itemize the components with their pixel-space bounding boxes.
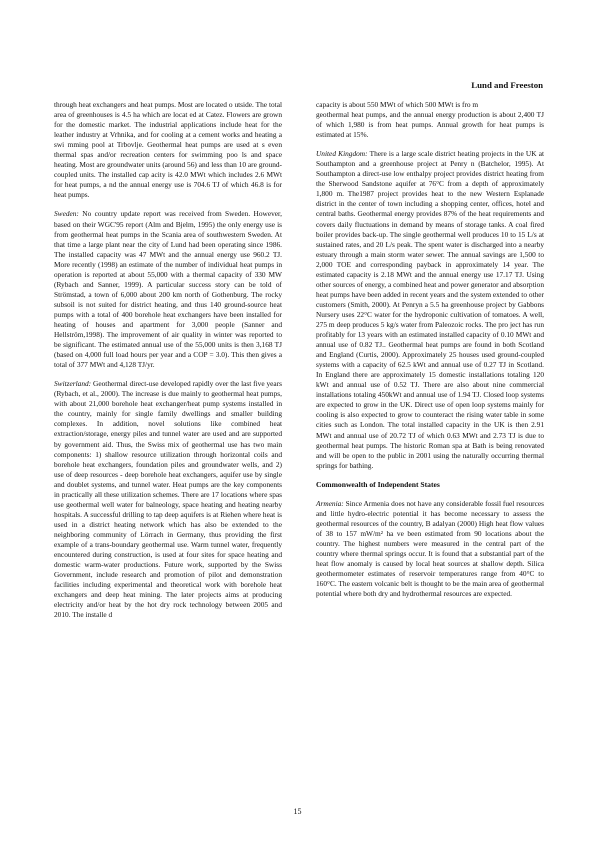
- page-number: 15: [293, 807, 302, 816]
- paragraph-text: capacity is about 550 MWt of which 500 MWt is fro m: [316, 100, 479, 109]
- paragraph-sweden: [54, 209, 282, 370]
- paragraph-text: No country update report was received from Sweden. However, based on their WGC'95 report (Alm and Bjelm, 1995) the only energy use is from geothermal heat pumps in the Scania area of southwestern Sweden. At that time a large plant near the city of Lund had been operating since 1986. The installed capacity was 47 MWt and the annual energy use 960.2 TJ. More recently (1998) an estimate of the number of individual heat pumps in operation is reported at about 55,000 with a thermal capacity of 330 MW (Rybach and Sanner, 1999). A particular success story can be told of Strömstad, a town of 6,000 about 200 km north of Gothenburg. The rocky subsoil is not suited for district heating, and thus 140 ground-source heat pumps with a total of 400 borehole heat exchangers have been installed for heating of houses and apartment for 3,000 people (Sanner and Hellström,1998). The improvement of air quality in winter was reported to be significant. The estimated annual use of the 55,000 units is then 3,168 TJ (based on 4,000 full load hours per year and a COP = 3.0). This then gives a total of 377 MWt and 4,128 TJ/yr.: [54, 209, 282, 370]
- paragraph-text: geothermal heat pumps, and the annual energy production is about 2,400 TJ of which 1,980 is from heat pumps. Annual growth for heat pumps is estimated at 15%.: [316, 110, 544, 140]
- right-column: [316, 100, 544, 608]
- section-heading: Commonwealth of Independent States: [316, 479, 440, 489]
- paragraph-united-kingdom: [316, 149, 544, 471]
- paragraph-switzerland-continued-2: [316, 110, 544, 140]
- country-label-sweden: Sweden:: [54, 209, 79, 219]
- country-label-armenia: Armenia:: [316, 498, 344, 508]
- paragraph-text: Geothermal direct-use developed rapidly over the last five years (Rybach, et al., 2000). The increase is due mainly to geothermal heat pumps, with about 21,000 borehole heat exchanger/heat pump systems installed in the country, mainly for single family dwellings and smaller building complexes. In addition, novel solutions like combined heat extraction/storage, energy piles and tunnel water are used and are supported by government aid. Thus, the Swiss mix of geothermal use has two main components: 1) shallow resource utilization through horizontal coils and borehole heat exchangers, foundation piles and groundwater wells, and 2) use of deep resources - deep borehole heat exchangers, aquifer use by single and doublet systems, and tunnel water. Heat pumps are the key components in practically all these utilization schemes. There are 17 locations where spas use geothermal well water for balneology, space heating and heating nearby hospitals. A successful drilling to tap deep aquifers is at Riehen where heat is used in a district heating network which has also be extended to the neighboring community of Lörrach in Germany, thus providing the first example of a trans-boundary geothermal use. Warm tunnel water, frequently encountered during construction, is used at four sites for space heating and domestic warm-water productions. Future work, supported by the Swiss Government, include research and promotion of pilot and demonstration facilities including experimental and theoretical work with borehole heat exchangers and deep heat mining. The later projects aims at producing electricity and/or heat by the hot dry rock technology between 2005 and 2010. The installe d: [54, 379, 282, 620]
- country-label-switzerland: Switzerland:: [54, 379, 92, 389]
- left-column: [54, 100, 282, 629]
- paragraph-text: There is a large scale district heating projects in the UK at Southampton and a greenhouse project at Penry n (Batchelor, 1995). At Southampton a direct-use low enthalpy project provides district heating from the Sherwood Sandstone aquifer at 76°C from a depth of approximately 1,800 m. The1987 project provides heat to the new Western Esplanade district in the center of town including a shopping center, offices, hotel and central baths. Geothermal energy provides 87% of the heat requirements and covers daily fluctuations in demand by means of storage tanks. A coal fired boiler provides back-up. The single geothermal well produces 10 to 15 L/s at sustained rates, and 20 L/s peak. The spent water is discharged into a nearby estuary through a main storm water sewer. The annual savings are 1,500 to 2,000 TOE and corresponding payback in approximately 14 year. The estimated capacity is 2.18 MWt and the annual energy use 17.17 TJ. Using other sources of energy, a combined heat and power generator and absorption heat pumps have been added in recent years and the system extended to other customers (Smith, 2000). At Penryn a 5.5 ha greenhouse project by Gabbons Nursery uses 22°C water for the hydroponic cultivation of tomatoes. A well, 275 m deep produces 5 kg/s water from Paleozoic rocks. The pro ject has run profitably for 13 years with an estimated installed capacity of 0.10 MWt and annual use of 0.82 TJ.. Geothermal heat pumps are found in both Scotland and England (Curtis, 2000). Approximately 25 houses used ground-coupled systems with a capacity of 62.5 kWt and annual use of 0.27 TJ in Scotland. In England there are approximately 15 domestic installations totaling 120 kWt and annual use of 0.52 TJ. There are also about nine commercial installations totaling 450kWt and annual use of 1.94 TJ. Closed loop systems are expected to grow in the UK. Direct use of open loop systems mainly for cooling is also expected to grow to counteract the rising water table in some cities such as London. The total installed capacity in the UK is then 2.91 MWt and annual use of 20.72 TJ of which 0.63 MWt and 2.73 TJ is due to geothermal heat pumps. The historic Roman spa at Bath is being renovated and will be open to the public in 2001 using the naturally occurring thermal springs for bathing.: [316, 149, 545, 470]
- country-label-united-kingdom: United Kingdom:: [316, 149, 368, 159]
- paragraph-text: through heat exchangers and heat pumps. Most are located o utside. The total area of greenhouses is 4.5 ha which are locat ed at Catez. Flowers are grown for the domestic market. The industrial applications include heat for the leather industry at Vrhnika, and for cooling at a cement works and heating a swi mming pool at Trbovlje. Geothermal heat pumps are used at s even thermal spas and/or recreation centers for swimming poo ls and space heating. Most are groundwater units (around 56) and less than 10 are ground-coupled units. The installed cap acity is 42.0 MWt which includes 2.6 MWt for heat pumps, a nd the annual energy use is 704.6 TJ of which 46.8 is for heat pumps.: [54, 100, 282, 200]
- paragraph-slovenia-continued: [54, 100, 282, 200]
- paragraph-text: Since Armenia does not have any considerable fossil fuel resources and little hydro-electric potential it has become necessary to assess the geothermal resources of the country, B adalyan (2000) High heat flow values of 38 to 157 mW/m² ha ve been estimated from 90 locations about the country. The highest numbers were measured in the central part of the country where thermal springs occur. It is found that a substantial part of the heat flow anomaly is caused by local heat sources at shallow depth. Silica geothermometer estimates of reservoir temperatures range from 40°C to 160°C. The eastern volcanic belt is thought to be the main area of geothermal potential where both dry and hydrothermal resources are expected.: [316, 498, 544, 599]
- paragraph-armenia: [316, 499, 544, 599]
- paragraph-switzerland-continued: [316, 100, 544, 110]
- running-header: Lund and Freeston: [471, 80, 543, 90]
- paragraph-switzerland: [54, 379, 282, 620]
